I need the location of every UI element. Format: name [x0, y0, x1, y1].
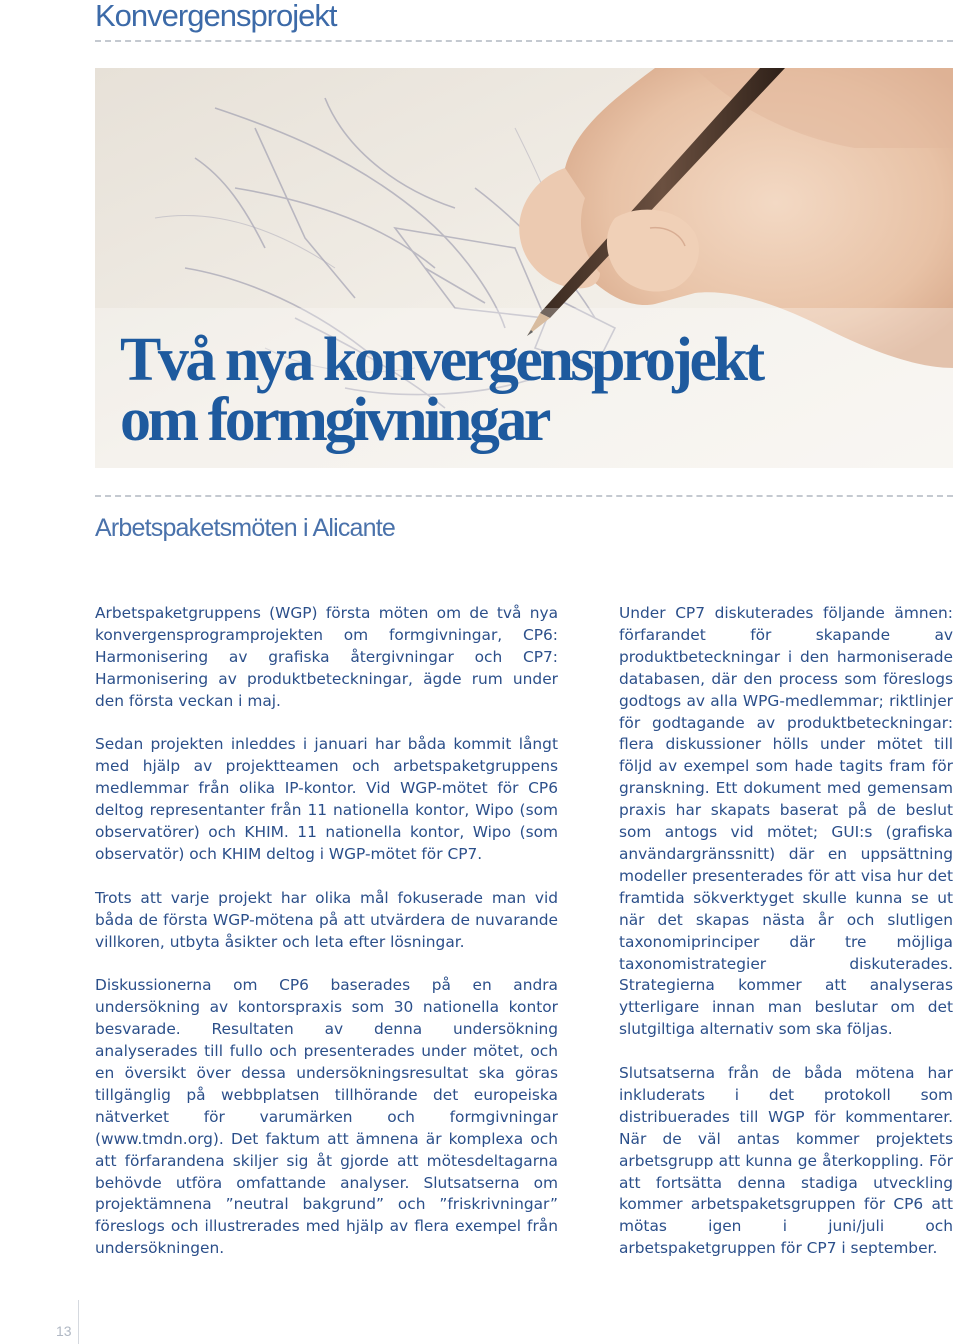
paragraph: Sedan projekten inleddes i januari har båda kommit långt med hjälp av projektteamen och arbetspaketgruppens medlemmar från olika IP-kontor. Vid WGP-mötet för CP6 deltog representanter från 11 nationella kontor, Wipo (som observatörer) och KHIM. 11 nationella kontor, Wipo (som observatör) och KHIM deltog i WGP-mötet för CP7. — [95, 735, 558, 863]
hero-title — [120, 326, 762, 454]
left-column — [95, 603, 558, 1282]
paragraph: Slutsatserna från de båda mötena har inkluderats i det protokoll som distribuerades till WGP för kommentarer. När de väl antas kommer projektets arbetsgrupp att kunna ge återkoppling. För att fortsätta denna stadiga utveckling kommer arbetspaketsgruppen för CP6 att mötas igen i juni/juli och arbetspaketgruppen för CP7 i september. — [619, 1064, 953, 1258]
page-number: 13 — [56, 1323, 72, 1339]
hero-title-line2: om formgivningar — [120, 386, 548, 454]
section-divider — [95, 495, 953, 497]
right-column — [619, 603, 953, 1282]
page-margin-line — [78, 1300, 79, 1344]
hero-image — [95, 68, 953, 468]
article-subtitle: Arbetspaketsmöten i Alicante — [95, 514, 396, 542]
paragraph: Trots att varje projekt har olika mål fokuserade man vid båda de första WGP-mötena på att utvärdera de nuvarande villkoren, utbyta åsikter och leta efter lösningar. — [95, 888, 558, 951]
section-title: Konvergensprojekt — [95, 0, 337, 33]
hero-title-line1: Två nya konvergensprojekt — [120, 326, 762, 394]
paragraph: Arbetspaketgruppens (WGP) första möten om de två nya konvergensprogramprojekten om formgivningar, CP6: Harmonisering av grafiska återgivningar och CP7: Harmonisering av produktbeteckningar, ägde rum under den första veckan i maj. — [95, 604, 558, 710]
paragraph: Diskussionerna om CP6 baserades på en andra undersökning av kontorspraxis som 30 nationella kontor besvarade. Resultaten av denna undersökning analyserades till fullo och presenterades under mötet, och en översikt över dessa undersökningsresultat ska göras tillgänglig på webbplatsen tillhörande det europeiska nätverket för varumärken och formgivningar (www.tmdn.org). Det faktum att ämnena är komplexa och att förfarandena skiljer sig åt gjorde att mötesdeltagarna behövde utföra omfattande analyser. Slutsatserna om projektämnena ”neutral bakgrund” och ”friskrivningar” föreslogs och illustrerades med hjälp av flera exempel från undersökningen. — [95, 976, 558, 1258]
header-divider — [95, 40, 953, 42]
paragraph: Under CP7 diskuterades följande ämnen: förfarandet för skapande av produktbeteckningar i den harmoniserade databasen, där den process som föreslogs godtogs av alla WPG-medlemmar; riktlinjer för godtagande av produktbeteckningar: flera diskussioner hölls under mötet till följd av exempel som hade tagits fram för granskning. Ett dokument med gemensam praxis har skapats baserat på de beslut som antogs vid mötet; GUI:s (grafiska användargränssnitt) där en uppsättning modeller presenterades för att visa hur det framtida sökverktyget skulle kunna se ut när det skapas nästa år och slutligen taxonomiprinciper där tre möjliga taxonomistrategier diskuterades. Strategierna kommer att analyseras ytterligare innan man beslutar om det slutgiltiga alternativ som ska följas. — [619, 604, 953, 1039]
